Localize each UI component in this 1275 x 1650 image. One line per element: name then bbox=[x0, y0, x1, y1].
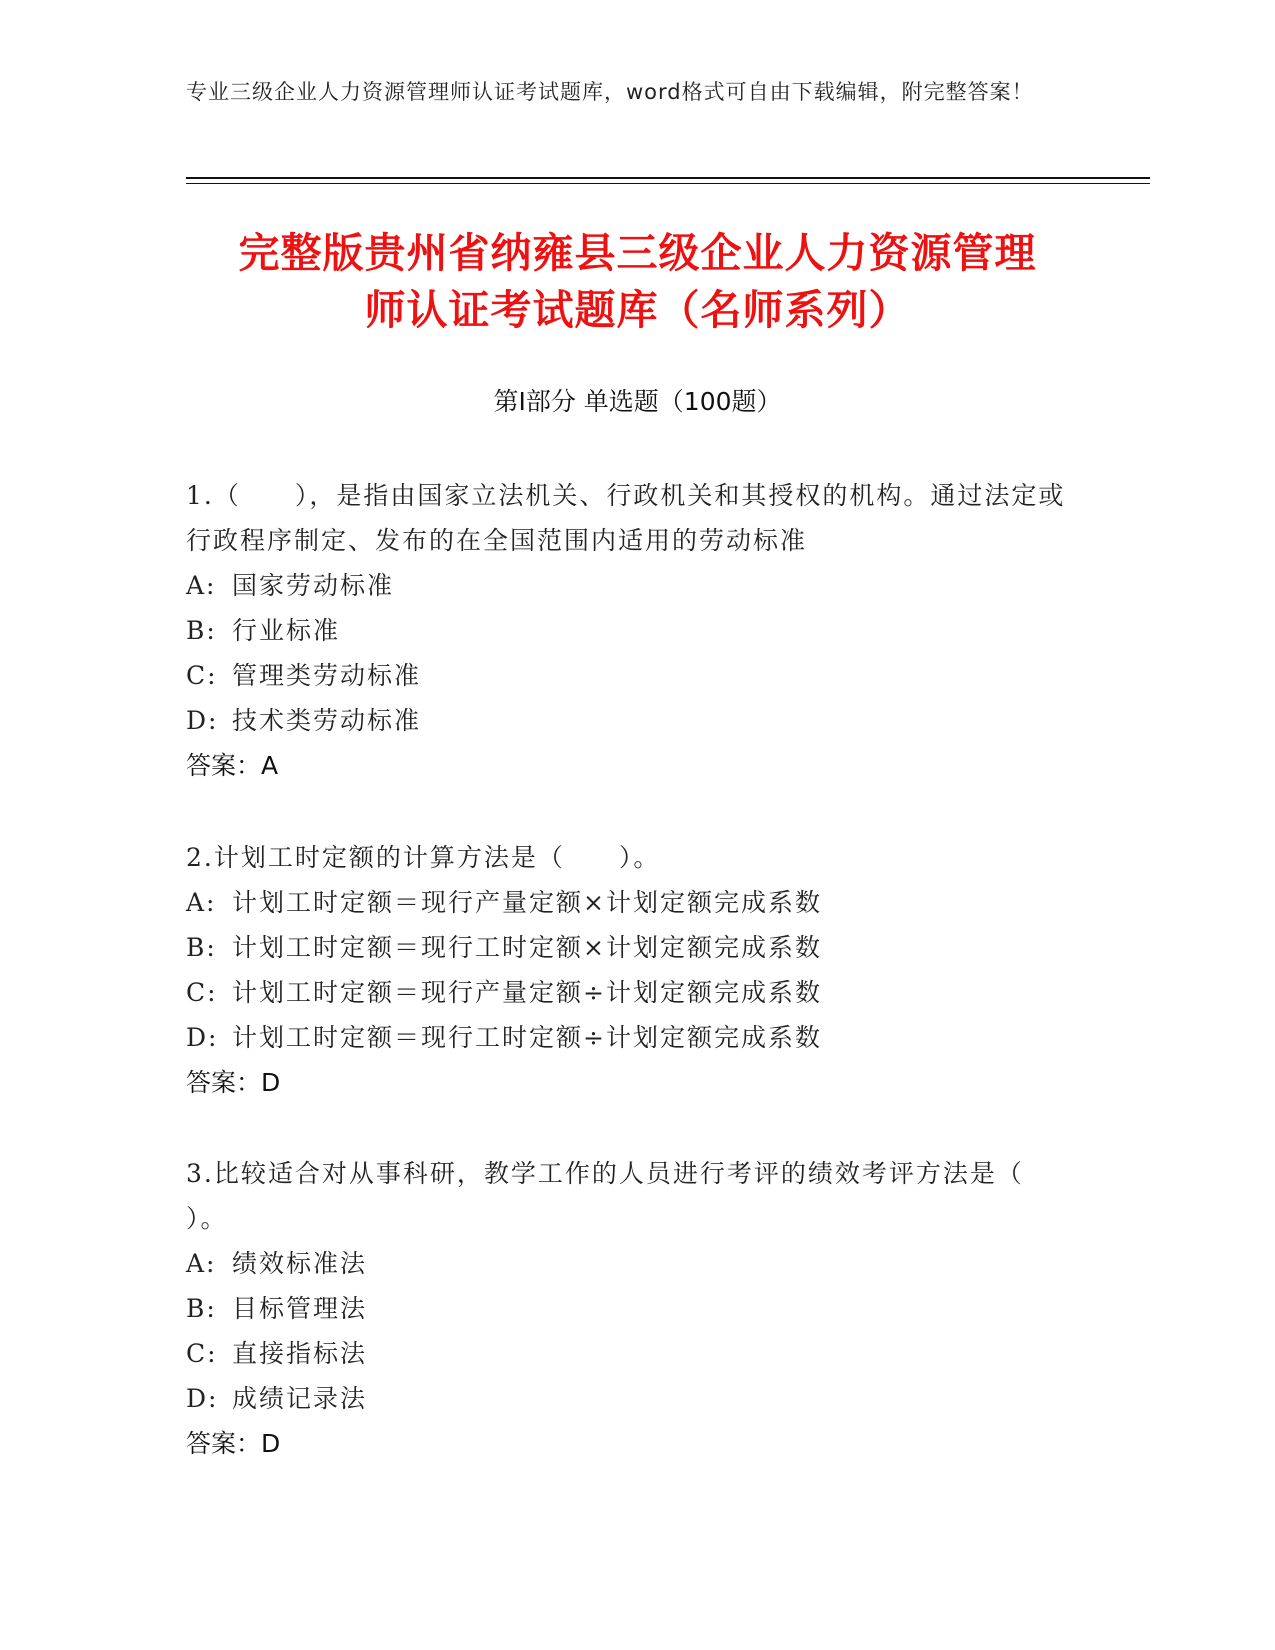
option-text: 计划工时定额＝现行工时定额÷计划定额完成系数 bbox=[232, 1023, 822, 1052]
answer-line bbox=[186, 1060, 1066, 1105]
option-d bbox=[186, 1015, 1066, 1060]
answer-line bbox=[186, 1421, 1066, 1466]
option-key: D: bbox=[186, 1384, 219, 1413]
option-d bbox=[186, 698, 1066, 743]
option-text: 计划工时定额＝现行产量定额÷计划定额完成系数 bbox=[232, 978, 822, 1007]
option-text: 绩效标准法 bbox=[232, 1249, 368, 1278]
answer-value: A bbox=[261, 751, 279, 780]
answer-label: 答案： bbox=[186, 751, 262, 780]
option-text: 计划工时定额＝现行产量定额×计划定额完成系数 bbox=[232, 888, 822, 917]
option-text: 目标管理法 bbox=[232, 1294, 368, 1323]
option-c bbox=[186, 653, 1066, 698]
document-title-line-2: 师认证考试题库（名师系列） bbox=[364, 286, 911, 334]
question-stem: 2.计划工时定额的计算方法是（ ）。 bbox=[186, 843, 661, 872]
option-text: 技术类劳动标准 bbox=[232, 706, 422, 735]
option-text: 成绩记录法 bbox=[232, 1384, 368, 1413]
header-divider-thin bbox=[186, 183, 1150, 184]
option-key: B: bbox=[186, 933, 217, 962]
option-d bbox=[186, 1376, 1066, 1421]
option-a bbox=[186, 880, 1066, 925]
answer-value: D bbox=[261, 1429, 281, 1458]
answer-value: D bbox=[261, 1068, 281, 1097]
option-key: C: bbox=[186, 1339, 218, 1368]
question-1 bbox=[186, 473, 1066, 788]
option-b bbox=[186, 608, 1066, 653]
option-text: 管理类劳动标准 bbox=[232, 661, 422, 690]
option-key: B: bbox=[186, 1294, 217, 1323]
option-text: 直接指标法 bbox=[232, 1339, 368, 1368]
option-key: A: bbox=[186, 1249, 217, 1278]
option-text: 行业标准 bbox=[232, 616, 341, 645]
option-b bbox=[186, 925, 1066, 970]
header-divider-thick bbox=[186, 177, 1150, 179]
option-key: A: bbox=[186, 571, 217, 600]
option-key: D: bbox=[186, 706, 219, 735]
question-stem: 1.（ ），是指由国家立法机关、行政机关和其授权的机构。通过法定或行政程序制定、发布的在全国范围内适用的劳动标准 bbox=[186, 481, 1066, 555]
question-3 bbox=[186, 1151, 1066, 1466]
answer-label: 答案： bbox=[186, 1068, 262, 1097]
question-stem: 3.比较适合对从事科研，教学工作的人员进行考评的绩效考评方法是（ ）。 bbox=[186, 1159, 1024, 1233]
option-key: C: bbox=[186, 661, 218, 690]
question-2 bbox=[186, 835, 1066, 1105]
option-a bbox=[186, 563, 1066, 608]
option-text: 计划工时定额＝现行工时定额×计划定额完成系数 bbox=[232, 933, 822, 962]
header-note: 专业三级企业人力资源管理师认证考试题库，word格式可自由下载编辑，附完整答案！ bbox=[186, 80, 1034, 104]
answer-label: 答案： bbox=[186, 1429, 262, 1458]
option-c bbox=[186, 970, 1066, 1015]
option-text: 国家劳动标准 bbox=[232, 571, 395, 600]
document-title bbox=[150, 225, 1125, 339]
section-title: 第I部分 单选题（100题） bbox=[493, 387, 782, 416]
option-c bbox=[186, 1331, 1066, 1376]
answer-line bbox=[186, 743, 1066, 788]
option-key: B: bbox=[186, 616, 217, 645]
option-key: C: bbox=[186, 978, 218, 1007]
option-a bbox=[186, 1241, 1066, 1286]
option-b bbox=[186, 1286, 1066, 1331]
document-title-line-1: 完整版贵州省纳雍县三级企业人力资源管理 bbox=[238, 229, 1037, 277]
option-key: A: bbox=[186, 888, 217, 917]
option-key: D: bbox=[186, 1023, 219, 1052]
